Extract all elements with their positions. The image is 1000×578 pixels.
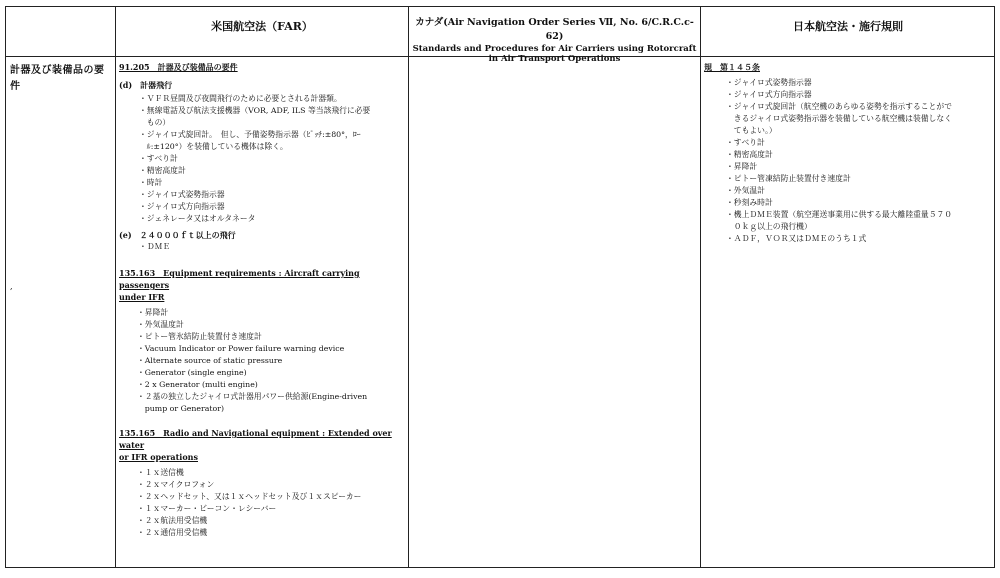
header-us-title: 米国航空法（FAR）: [211, 20, 313, 33]
us-section-135165-item: ・２ｘ航法用受信機: [137, 516, 208, 525]
jp-item: ０ｋｇ以上の飛行機）: [726, 222, 812, 231]
header-japan: [701, 8, 995, 56]
jp-item: ・秒刻み時計: [726, 198, 773, 207]
us-section-135163-item: ・2 x Generator (multi engine): [137, 380, 258, 389]
japan-column: [704, 61, 992, 245]
us-e-label: (e) ２４０００ｆｔ以上の飛行: [119, 230, 236, 240]
us-section-135165-list: [119, 467, 405, 539]
us-d-item: ﾙ:±120°）を装備している機体は除く。: [139, 142, 288, 151]
jp-item: ・精密高度計: [726, 150, 773, 159]
column-divider: [700, 6, 701, 568]
us-section-135163-title-l2: under IFR: [119, 292, 165, 302]
us-d-item: ・すべり計: [139, 154, 178, 163]
us-section-135163-item: pump or Generator): [137, 404, 225, 413]
us-section-135163-item: ・２基の独立したジャイロ式計器用パワー供給源(Engine-driven: [137, 392, 368, 401]
header-us: [116, 8, 408, 56]
us-section-135165-title-l2: or IFR operations: [119, 452, 198, 462]
us-section-135163-item: ・Generator (single engine): [137, 368, 247, 377]
us-section-135165-item: ・２ｘヘッドセット、又は１ｘヘッドセット及び１ｘスピーカー: [137, 492, 362, 501]
us-e-list: [119, 241, 405, 253]
us-d-list: [119, 93, 405, 225]
us-section-135163-item: ・昇降計: [137, 308, 169, 317]
jp-item: ・昇降計: [726, 162, 758, 171]
jp-item: ・ＡＤＦ，ＶＯＲ又はＤＭＥのうち１式: [726, 234, 867, 243]
us-section-135163-title-l1: 135.163 Equipment requirements : Aircraft carrying passengers: [119, 268, 360, 290]
us-d-item: ・ジャイロ式姿勢指示器: [139, 190, 225, 199]
us-section-135165-title-l1: 135.165 Radio and Navigational equipment : Extended over water: [119, 428, 392, 450]
us-section-135163-list: [119, 307, 405, 415]
header-canada-sub2: in Air Transport Operations: [488, 54, 621, 64]
us-d-item: ・時計: [139, 178, 163, 187]
us-d-label: (d) 計器飛行: [119, 80, 173, 90]
us-column: [119, 61, 405, 539]
us-d-item: もの）: [139, 118, 171, 127]
us-d-item: ・無線電話及び航法支援機器（VOR, ADF, ILS 等当該飛行に必要: [139, 106, 371, 115]
us-section-135163-item: ・Alternate source of static pressure: [137, 356, 283, 365]
us-section-91205-title: 91.205 計器及び装備品の要件: [119, 62, 238, 72]
jp-item: きるジャイロ式姿勢指示器を装備している航空機は装備しなく: [726, 114, 952, 123]
jp-list: [704, 77, 992, 245]
column-divider: [115, 6, 116, 568]
stray-mark: ,: [10, 282, 13, 291]
jp-item: ・ピトー管凍結防止装置付き速度計: [726, 174, 851, 183]
us-d-item: ・ＶＦＲ昼間及び夜間飛行のために必要とされる計器類。: [139, 94, 342, 103]
us-d-item: ・ジャイロ式旋回計。 但し、予備姿勢指示器（ﾋﾟｯﾁ:±80°，ﾛｰ: [139, 130, 361, 139]
us-d-item: ・ジャイロ式方向指示器: [139, 202, 225, 211]
column-divider: [408, 6, 409, 568]
header-canada-title: カナダ(Air Navigation Order Series Ⅶ, No. 6/C.R.C.c-62): [415, 17, 694, 42]
us-section-135165-item: ・１ｘマーカー・ビーコン・レシーバー: [137, 504, 277, 513]
jp-item: ・すべり計: [726, 138, 765, 147]
us-e-item: ・ＤＭＥ: [139, 242, 171, 251]
jp-item: ・機上ＤＭＥ装置（航空運送事業用に供する最大離陸重量５７０: [726, 210, 953, 219]
us-section-135165-item: ・２ｘ通信用受信機: [137, 528, 208, 537]
jp-item: ・ジャイロ式姿勢指示器: [726, 78, 812, 87]
row-label-line2: 件: [10, 81, 21, 92]
jp-item: てもよい。）: [726, 126, 777, 135]
us-d-item: ・精密高度計: [139, 166, 186, 175]
header-canada: [409, 8, 700, 64]
jp-item: ・ジャイロ式方向指示器: [726, 90, 812, 99]
us-section-135165-item: ・２ｘマイクロフォン: [137, 480, 215, 489]
row-label-line1: 計器及び装備品の要: [10, 65, 105, 76]
jp-item: ・ジャイロ式旋回計（航空機のあらゆる姿勢を指示することがで: [726, 102, 952, 111]
us-section-135165-item: ・１ｘ送信機: [137, 468, 184, 477]
row-label: [10, 63, 115, 95]
us-section-135163-item: ・ピトー管氷結防止装置付き速度計: [137, 332, 262, 341]
header-canada-sub1: Standards and Procedures for Air Carriers using Rotorcraft: [412, 44, 697, 54]
us-d-item: ・ジェネレータ又はオルタネータ: [139, 214, 256, 223]
jp-article-title: 規 第１４５条: [704, 62, 760, 72]
us-section-135163-item: ・外気温度計: [137, 320, 184, 329]
us-section-135163-item: ・Vacuum Indicator or Power failure warning device: [137, 344, 345, 353]
header-japan-title: 日本航空法・施行規則: [793, 20, 903, 33]
jp-item: ・外気温計: [726, 186, 765, 195]
